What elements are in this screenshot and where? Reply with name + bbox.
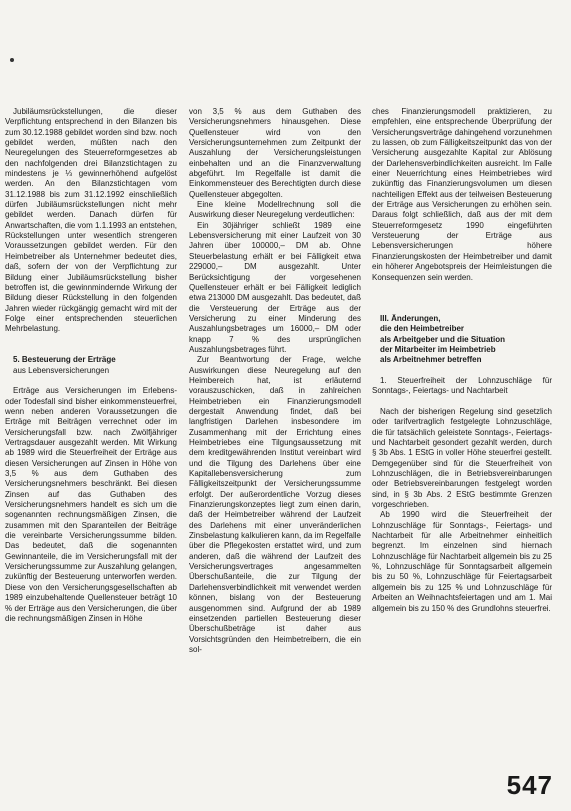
section-heading: 5. Besteuerung der Erträge [13,355,116,365]
section-subheading: 1. Steuerfreiheit der Lohnzuschläge für Sonntags-, Feiertags- und Nachtarbeit [372,375,552,396]
section-subheading: aus Lebensversicherungen [13,365,110,375]
paragraph: ches Finanzierungsmodell praktizieren, zu empfehlen, eine entsprechende Überprüfung der Versicherungsverträge dahingehend vorzunehmen zu lassen, ob zum Fälligkeitszeitpunkt das von der Versicherung ausgezahlte Kapital zur Ablösung der Darlehensverbindlichkeiten ausreicht. Im Falle einer Neuerrichtung eines Heimbetriebes wird zukünftig das Finanzierungsvolumen um diesen nachteiligen Effekt aus der teilweisen Besteuerung der Erträge aus Versicherungen zu erhöhen sein. Daraus folgt schließlich, daß aus der mit dem Steuerreformgesetz 1990 eingeführten Versteuerung der Erträge aus Lebensversicherungen höhere Finanzierungskosten der Heimbetreiber und damit ein höherer Angebotspreis der Heimleistungen die Konsequenzen sein werden. [372,107,552,282]
paragraph: von 3,5 % aus dem Guthaben des Versicherungsnehmers hinausgehen. Diese Quellensteuer wird von den Versicherungsunternehmen zum Zeitpunkt der Auszahlung der Versicherungsleistungen einbehalten und an die Finanzverwaltung abgeführt. Im Regelfalle ist damit die Einkommensteuer des Berechtigten durch diese Quellensteuer abgegolten. [189,107,361,199]
paragraph: Nach der bisherigen Regelung sind gesetzlich oder tarifvertraglich festgelegte Lohnzuschläge, die für tatsächlich geleistete Sonntags-, Feiertags- und Nachtarbeit gesondert gezahlt werden, durch § 3b Abs. 1 EStG in voller Höhe steuerfrei gestellt. Demgegenüber sind für die Steuerfreiheit von Lohnzuschlägen, die in Betriebsvereinbarungen oder Betriebsvereinbarungen festgelegt worden sind, in § 3b Abs. 2 EStG bestimmte Grenzen vorgeschrieben. [372,406,552,510]
paragraph: Erträge aus Versicherungen im Erlebens- oder Todesfall sind bisher einkommensteuerfrei, wenn neben anderen Voraussetzungen die Erträge mit Beiträgen verrechnet oder im Versicherungsfall bzw. nach Zwölfjähriger Vertragsdauer ausgezahlt werden. Mit Wirkung ab 1989 wird die Steuerfreiheit der Erträge aus diesen Versicherungen auf Zinsen in Höhe von 3,5 % aus dem Guthaben des Versicherungsnehmers beschränkt. Bei diesen Zinsen auf das Guthaben des Versicherungsnehmers handelt es sich um die sogenannten rechnungsmäßigen Zinsen, die zusammen mit den Sparanteilen der Beiträge die vereinbarte Versicherungssumme bilden. Das bedeutet, daß die sogenannten Gewinnanteile, die im Versicherungsfall mit der Versicherungssumme zur Auszahlung gelangen, zukünftig der Besteuerung unterworfen werden. Diese von den Versicherungsgesellschaften ab 1989 einzubehaltende Quellensteuer beträgt 10 % der Erträge aus den Versicherungen, die über die rechnungsmäßigen Zinsen in Höhe [5,386,177,623]
section-heading: III. Änderungen, [380,313,441,323]
paragraph: Zur Beantwortung der Frage, welche Auswirkungen diese Neuregelung auf den Heimbereich hat, ist erläuternd vorauszuschicken, daß in zahlreichen Heimbetrieben ein Finanzierungsmodell dergestalt Anwendung findet, daß bei langfristigen Darlehen insbesondere im Zusammenhang mit der Errichtung eines Heimbetriebes eine Tilgungsaussetzung mit dem kreditgewährenden Institut vereinbart wird und die Tilgung des Darlehens über eine Kapitallebensversicherung zum Fälligkeitszeitpunkt der Versicherungssumme erfolgt. Der außerordentliche Vorzug dieses Finanzierungskonzeptes liegt zum einen darin, daß der Heimbetreiber während der Laufzeit des Darlehens mit einer unveränderlichen Zinsbelastung kalkulieren kann, da im Regelfalle über die Pflegekosten erstattet wird, und zum anderen, daß die während der Laufzeit des Versicherungsvertrages angesammelten Überschußanteile, die zur Tilgung der Darlehensverbindlichkeit mit verwendet werden können, bislang von der Besteuerung ausgenommen sind. Aufgrund der ab 1989 einsetzenden partiellen Besteuerung dieser Überschußbeträge ist daher aus Vorsichtsgründen den Heimbetreibern, die ein sol- [189,355,361,654]
page-number: 547 [506,770,553,800]
text-column-3 [372,107,552,614]
paragraph: Ab 1990 wird die Steuerfreiheit der Lohnzuschläge für Sonntags-, Feiertags- und Nachtarbeit für alle Arbeitnehmer einheitlich begrenzt. Im einzelnen sind hiernach Lohnzuschläge für Nachtarbeit allgemein bis zu 25 %, Lohnzuschläge für Sonntagsarbeit allgemein bis zu 50 %, Lohnzuschläge für Feiertagsarbeit allgemein bis zu 125 % und Lohnzuschläge für Arbeiten an Weihnachtsfeiertagen und am 1. Mai allgemein bis zu 150 % des Grundlohns steuerfrei. [372,510,552,613]
spacer [5,376,177,386]
spacer [372,304,552,314]
spacer [5,335,177,356]
section-heading: der Mitarbeiter im Heimbetrieb [380,344,496,354]
section-heading: als Arbeitnehmer betreffen [380,355,482,365]
paragraph: Eine kleine Modellrechnung soll die Auswirkung dieser Neuregelung verdeutlichen: [189,200,361,220]
section-heading: als Arbeitgeber und die Situation [380,334,506,344]
spacer [372,397,552,407]
spacer [372,366,552,376]
paragraph: Ein 30jähriger schließt 1989 eine Lebensversicherung mit einer Laufzeit von 30 Jahren über 100000,– DM ab. Ohne Steuerbelastung erhält er bei Fälligkeit etwa 229000,– DM ausgezahlt. Unter Berücksichtigung der vorgesehenen Quellensteuer erhält er bei Fälligkeit lediglich etwa 213000 DM ausgezahlt. Das bedeutet, daß die Versteuerung der Erträge aus der Versicherung zu einer Minderung des Auszahlungsbetrages um 16000,– DM oder knapp 7 % des ursprünglichen Auszahlungsbetrages führt. [189,220,361,354]
spacer [372,283,552,304]
text-column-1 [5,107,177,624]
scan-mark [10,58,14,62]
text-column-2 [189,107,361,655]
section-heading: die den Heimbetreiber [380,324,465,334]
paragraph: Jubiläumsrückstellungen, die dieser Verpflichtung entsprechend in den Bilanzen bis zum 30.12.1988 gebildet worden sind bzw. noch gebildet werden, müßten nach den Neuregelungen des Steuerreformgesetzes ab den nachfolgenden drei Bilanzstichtagen zu mindestens je ⅓ gewinnerhöhend aufgelöst werden. An den Bilanzstichtagen vom 31.12.1988 bis zum 31.12.1992 einschließlich dürfen Jubiläumsrückstellungen nicht mehr gebildet werden. Danach dürfen für Anwartschaften, die vom 1.1.1993 an entstehen, Rückstellungen unter wesentlich strengeren Voraussetzungen gebildet werden. Für den Heimbetreiber als Unternehmer bedeutet dies, daß, sofern der von der Verpflichtung zur Bildung einer Jubiläumsrückstellung bisher betroffen ist, die gewinnmindernde Wirkung der Bildung dieser Rückstellung in den folgenden Jahren wieder rückgängig gemacht wird mit der Folge einer entsprechenden steuerlichen Mehrbelastung. [5,107,177,334]
